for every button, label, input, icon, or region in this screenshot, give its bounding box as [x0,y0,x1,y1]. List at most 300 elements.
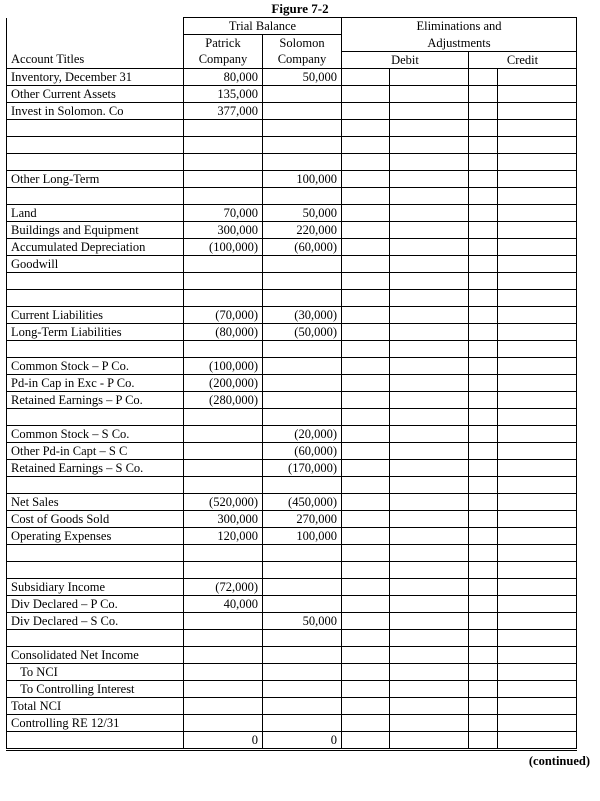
debit-ref-cell [342,102,390,119]
table-row [7,646,577,663]
header-row-1 [7,18,577,35]
solomon-amount-cell: (170,000) [263,459,342,476]
debit-header: Debit [342,51,469,68]
credit-ref-cell [469,119,498,136]
worksheet-table [6,17,577,751]
credit-amount-cell [498,272,577,289]
debit-ref-cell [342,459,390,476]
debit-amount-cell [390,425,469,442]
debit-amount-cell [390,136,469,153]
patrick-amount-cell: (70,000) [184,306,263,323]
account-title-cell: Common Stock – S Co. [7,425,184,442]
table-row [7,493,577,510]
patrick-amount-cell [184,442,263,459]
patrick-amount-cell [184,476,263,493]
table-row [7,510,577,527]
debit-amount-cell [390,561,469,578]
patrick-amount-cell [184,136,263,153]
eliminations-header-line1: Eliminations and [342,18,577,35]
solomon-amount-cell: 50,000 [263,612,342,629]
credit-amount-cell [498,476,577,493]
debit-amount-cell [390,391,469,408]
credit-amount-cell [498,425,577,442]
table-row [7,306,577,323]
credit-amount-cell [498,697,577,714]
credit-ref-cell [469,527,498,544]
credit-ref-cell [469,255,498,272]
solomon-amount-cell [263,561,342,578]
table-row [7,323,577,340]
debit-ref-cell [342,170,390,187]
credit-ref-cell [469,629,498,646]
account-title-cell: Consolidated Net Income [7,646,184,663]
account-title-cell: Invest in Solomon. Co [7,102,184,119]
account-title-cell: To NCI [7,663,184,680]
credit-ref-cell [469,510,498,527]
debit-ref-cell [342,595,390,612]
credit-amount-cell [498,527,577,544]
account-title-cell: Long-Term Liabilities [7,323,184,340]
solomon-amount-cell [263,391,342,408]
credit-amount-cell [498,170,577,187]
debit-ref-cell [342,442,390,459]
credit-amount-cell [498,578,577,595]
debit-ref-cell [342,714,390,731]
credit-amount-cell [498,612,577,629]
credit-ref-cell [469,663,498,680]
credit-ref-cell [469,442,498,459]
patrick-header-line2: Company [184,51,263,68]
debit-amount-cell [390,476,469,493]
credit-ref-cell [469,102,498,119]
account-title-cell: Net Sales [7,493,184,510]
debit-amount-cell [390,68,469,85]
debit-amount-cell [390,697,469,714]
credit-total-cell [498,731,577,749]
credit-ref-cell [469,544,498,561]
account-title-cell [7,153,184,170]
table-row [7,68,577,85]
credit-amount-cell [498,289,577,306]
account-title-cell: Accumulated Depreciation [7,238,184,255]
debit-amount-cell [390,493,469,510]
credit-amount-cell [498,85,577,102]
solomon-amount-cell [263,663,342,680]
header-row-2 [7,35,577,52]
table-row [7,102,577,119]
credit-ref-cell [469,340,498,357]
debit-amount-cell [390,595,469,612]
table-row [7,561,577,578]
debit-amount-cell [390,357,469,374]
patrick-amount-cell [184,544,263,561]
credit-ref-cell [469,221,498,238]
debit-amount-cell [390,340,469,357]
patrick-amount-cell [184,272,263,289]
credit-amount-cell [498,68,577,85]
credit-ref-cell [469,272,498,289]
debit-ref-cell [342,646,390,663]
patrick-amount-cell: 120,000 [184,527,263,544]
table-row [7,408,577,425]
account-title-cell: Retained Earnings – P Co. [7,391,184,408]
credit-amount-cell [498,102,577,119]
debit-amount-cell [390,408,469,425]
patrick-amount-cell: (100,000) [184,238,263,255]
solomon-amount-cell [263,272,342,289]
credit-ref-cell [469,323,498,340]
credit-amount-cell [498,136,577,153]
debit-ref-cell [342,493,390,510]
solomon-amount-cell [263,408,342,425]
totals-label-cell [7,731,184,749]
debit-amount-cell [390,102,469,119]
credit-amount-cell [498,629,577,646]
account-title-cell [7,119,184,136]
account-title-cell [7,561,184,578]
solomon-amount-cell [263,476,342,493]
credit-ref-cell [469,680,498,697]
debit-amount-cell [390,255,469,272]
credit-ref-cell [469,68,498,85]
solomon-amount-cell [263,629,342,646]
credit-amount-cell [498,595,577,612]
account-title-cell: Goodwill [7,255,184,272]
table-row [7,442,577,459]
patrick-amount-cell: 80,000 [184,68,263,85]
table-row [7,663,577,680]
debit-amount-cell [390,527,469,544]
credit-ref-cell [469,459,498,476]
credit-ref-cell [469,476,498,493]
table-row [7,578,577,595]
account-title-cell: Retained Earnings – S Co. [7,459,184,476]
patrick-amount-cell [184,153,263,170]
credit-amount-cell [498,340,577,357]
credit-ref-cell [469,408,498,425]
solomon-amount-cell [263,680,342,697]
credit-amount-cell [498,680,577,697]
debit-amount-cell [390,442,469,459]
solomon-amount-cell: (20,000) [263,425,342,442]
credit-amount-cell [498,646,577,663]
patrick-amount-cell [184,289,263,306]
solomon-amount-cell [263,153,342,170]
credit-amount-cell [498,374,577,391]
debit-total-cell [390,731,469,749]
patrick-amount-cell [184,187,263,204]
account-title-cell [7,340,184,357]
debit-ref-cell [342,357,390,374]
credit-amount-cell [498,255,577,272]
account-title-cell [7,136,184,153]
debit-ref-cell [342,629,390,646]
header-row-3 [7,51,577,68]
debit-amount-cell [390,544,469,561]
solomon-amount-cell [263,646,342,663]
credit-ref-cell [469,187,498,204]
debit-ref-cell [342,544,390,561]
table-row [7,85,577,102]
debit-ref-cell [342,68,390,85]
debit-amount-cell [390,646,469,663]
patrick-total-cell: 0 [184,731,263,749]
patrick-amount-cell: 40,000 [184,595,263,612]
debit-ref-cell [342,272,390,289]
account-title-cell: Other Current Assets [7,85,184,102]
patrick-amount-cell: 135,000 [184,85,263,102]
table-row [7,204,577,221]
account-title-cell: Current Liabilities [7,306,184,323]
table-row [7,153,577,170]
debit-amount-cell [390,204,469,221]
account-title-cell: Div Declared – S Co. [7,612,184,629]
debit-amount-cell [390,289,469,306]
debit-ref-cell [342,238,390,255]
credit-amount-cell [498,459,577,476]
credit-amount-cell [498,442,577,459]
solomon-amount-cell: 100,000 [263,170,342,187]
account-title-cell: Div Declared – P Co. [7,595,184,612]
debit-ref-cell [342,221,390,238]
account-title-cell: Operating Expenses [7,527,184,544]
account-title-cell: Pd-in Cap in Exc - P Co. [7,374,184,391]
solomon-amount-cell [263,595,342,612]
credit-amount-cell [498,391,577,408]
account-title-cell: Other Long-Term [7,170,184,187]
debit-ref-cell [342,306,390,323]
account-title-cell: Subsidiary Income [7,578,184,595]
debit-amount-cell [390,221,469,238]
account-title-cell [7,544,184,561]
debit-ref-cell [342,391,390,408]
debit-amount-cell [390,119,469,136]
solomon-amount-cell: 270,000 [263,510,342,527]
debit-ref-cell [342,119,390,136]
solomon-total-cell: 0 [263,731,342,749]
figure-title: Figure 7-2 [271,1,329,16]
account-title-cell: Common Stock – P Co. [7,357,184,374]
credit-ref-cell [469,731,498,749]
account-title-cell: Total NCI [7,697,184,714]
solomon-amount-cell [263,357,342,374]
credit-ref-cell [469,85,498,102]
debit-amount-cell [390,187,469,204]
table-row [7,476,577,493]
table-row [7,187,577,204]
debit-ref-cell [342,476,390,493]
debit-amount-cell [390,170,469,187]
solomon-amount-cell [263,187,342,204]
credit-ref-cell [469,697,498,714]
table-row [7,170,577,187]
solomon-amount-cell: (450,000) [263,493,342,510]
table-row [7,374,577,391]
debit-amount-cell [390,85,469,102]
patrick-amount-cell [184,629,263,646]
debit-amount-cell [390,459,469,476]
credit-amount-cell [498,119,577,136]
debit-amount-cell [390,578,469,595]
credit-amount-cell [498,187,577,204]
solomon-amount-cell [263,85,342,102]
credit-amount-cell [498,221,577,238]
solomon-amount-cell [263,578,342,595]
credit-ref-cell [469,391,498,408]
credit-amount-cell [498,306,577,323]
credit-amount-cell [498,204,577,221]
solomon-amount-cell [263,374,342,391]
debit-ref-cell [342,731,390,749]
solomon-amount-cell: 50,000 [263,204,342,221]
patrick-amount-cell [184,425,263,442]
debit-ref-cell [342,255,390,272]
credit-amount-cell [498,510,577,527]
debit-ref-cell [342,340,390,357]
patrick-amount-cell [184,561,263,578]
table-row [7,595,577,612]
patrick-amount-cell [184,170,263,187]
account-title-cell [7,408,184,425]
credit-ref-cell [469,374,498,391]
debit-ref-cell [342,85,390,102]
credit-ref-cell [469,425,498,442]
debit-ref-cell [342,612,390,629]
solomon-amount-cell [263,255,342,272]
credit-amount-cell [498,323,577,340]
credit-amount-cell [498,357,577,374]
patrick-amount-cell: 300,000 [184,510,263,527]
credit-ref-cell [469,578,498,595]
trial-balance-header: Trial Balance [184,18,342,35]
account-title-cell: Land [7,204,184,221]
table-row [7,391,577,408]
patrick-amount-cell [184,697,263,714]
credit-ref-cell [469,153,498,170]
patrick-amount-cell: (100,000) [184,357,263,374]
debit-ref-cell [342,289,390,306]
debit-amount-cell [390,238,469,255]
credit-amount-cell [498,561,577,578]
table-row [7,221,577,238]
solomon-amount-cell [263,119,342,136]
patrick-amount-cell [184,255,263,272]
table-row [7,272,577,289]
solomon-amount-cell: (60,000) [263,442,342,459]
totals-row [7,731,577,749]
credit-ref-cell [469,238,498,255]
credit-ref-cell [469,714,498,731]
eliminations-header-line2: Adjustments [342,35,577,52]
credit-ref-cell [469,136,498,153]
patrick-amount-cell [184,612,263,629]
solomon-amount-cell [263,544,342,561]
debit-ref-cell [342,153,390,170]
debit-ref-cell [342,323,390,340]
debit-ref-cell [342,374,390,391]
debit-ref-cell [342,697,390,714]
patrick-amount-cell: (280,000) [184,391,263,408]
debit-ref-cell [342,663,390,680]
patrick-amount-cell: (520,000) [184,493,263,510]
debit-ref-cell [342,578,390,595]
debit-ref-cell [342,527,390,544]
account-title-cell: To Controlling Interest [7,680,184,697]
credit-amount-cell [498,153,577,170]
account-title-cell [7,629,184,646]
table-row [7,714,577,731]
credit-ref-cell [469,561,498,578]
credit-ref-cell [469,289,498,306]
account-title-cell: Cost of Goods Sold [7,510,184,527]
solomon-amount-cell: (50,000) [263,323,342,340]
credit-ref-cell [469,306,498,323]
patrick-amount-cell [184,646,263,663]
patrick-header-line1: Patrick [184,35,263,52]
solomon-amount-cell [263,714,342,731]
debit-amount-cell [390,714,469,731]
credit-amount-cell [498,238,577,255]
solomon-amount-cell [263,289,342,306]
table-row [7,459,577,476]
solomon-amount-cell [263,340,342,357]
table-row [7,357,577,374]
patrick-amount-cell [184,340,263,357]
table-row [7,680,577,697]
debit-ref-cell [342,204,390,221]
solomon-amount-cell: 220,000 [263,221,342,238]
debit-amount-cell [390,306,469,323]
solomon-amount-cell: 100,000 [263,527,342,544]
patrick-amount-cell: (200,000) [184,374,263,391]
debit-amount-cell [390,374,469,391]
credit-amount-cell [498,714,577,731]
debit-amount-cell [390,663,469,680]
table-row [7,697,577,714]
patrick-amount-cell [184,714,263,731]
credit-ref-cell [469,357,498,374]
debit-ref-cell [342,187,390,204]
table-row [7,527,577,544]
account-title-cell [7,476,184,493]
credit-ref-cell [469,595,498,612]
account-title-cell: Other Pd-in Capt – S C [7,442,184,459]
patrick-amount-cell [184,408,263,425]
patrick-amount-cell [184,680,263,697]
patrick-amount-cell [184,119,263,136]
account-title-cell [7,187,184,204]
debit-ref-cell [342,680,390,697]
credit-header: Credit [469,51,577,68]
patrick-amount-cell: 70,000 [184,204,263,221]
solomon-amount-cell [263,136,342,153]
patrick-amount-cell: (80,000) [184,323,263,340]
debit-ref-cell [342,425,390,442]
credit-ref-cell [469,204,498,221]
table-row [7,340,577,357]
table-row [7,255,577,272]
account-titles-header: Account Titles [7,51,184,68]
table-row [7,612,577,629]
debit-amount-cell [390,272,469,289]
solomon-header-line1: Solomon [263,35,342,52]
table-row [7,544,577,561]
debit-ref-cell [342,510,390,527]
credit-ref-cell [469,646,498,663]
solomon-amount-cell: 50,000 [263,68,342,85]
solomon-amount-cell [263,102,342,119]
debit-ref-cell [342,561,390,578]
